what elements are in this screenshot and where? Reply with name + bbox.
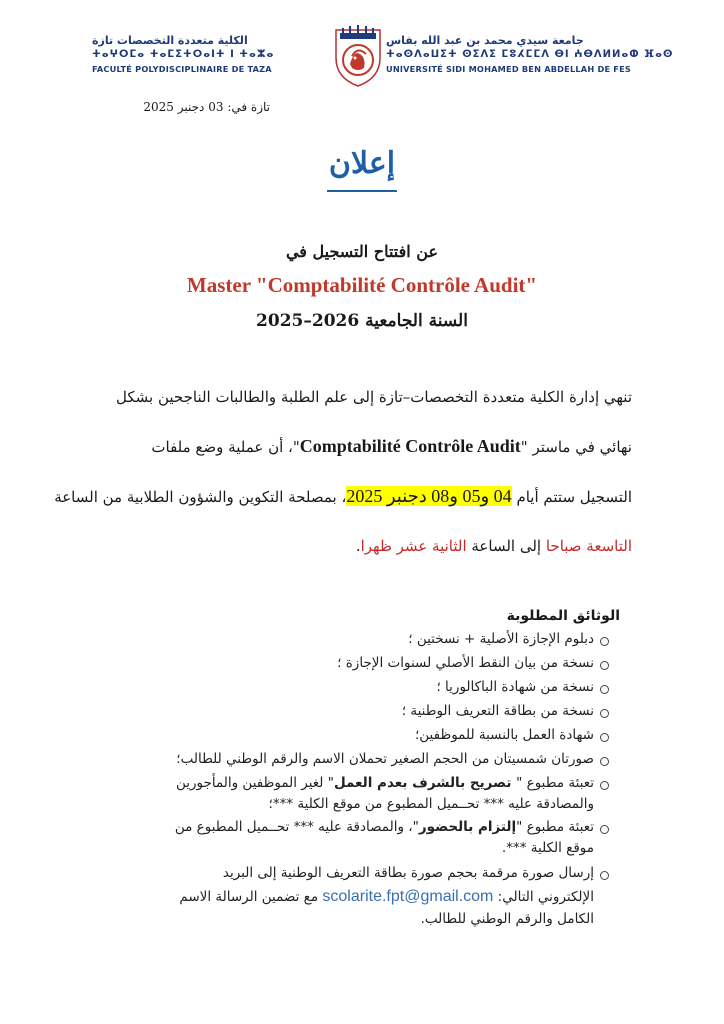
paragraph-text: "، أن عملية وضع ملفات <box>151 438 300 456</box>
paragraph-text: ، بمصلحة التكوين والشؤون الطلابية من الساعة <box>54 488 347 506</box>
list-item-continuation: الكامل والرقم الوطني للطالب. <box>420 911 594 927</box>
item-text: مع تضمين الرسالة الاسم <box>179 889 323 905</box>
paragraph-line-3 <box>54 486 632 507</box>
university-logo <box>330 24 386 88</box>
bullet-icon <box>600 825 609 834</box>
item-text: تعبئة مطبوع " <box>516 775 594 791</box>
bullet-icon <box>600 757 609 766</box>
bullet-icon <box>600 871 609 880</box>
list-item-continuation: موقع الكلية ***. <box>501 840 594 856</box>
list-item: صورتان شمسيتان من الحجم الصغير تحملان الاسم والرقم الوطني للطالب؛ <box>176 751 594 767</box>
document-date: تازة في: 03 دجنبر 2025 <box>143 100 270 114</box>
list-item: إرسال صورة مرقمة بحجم صورة بطاقة التعريف الوطنية إلى البريد <box>222 865 594 881</box>
list-item: نسخة من شهادة الباكالوريا ؛ <box>436 679 594 695</box>
paragraph-line-2 <box>92 436 632 457</box>
item-text: " لغير الموظفين والمأجورين <box>175 775 334 791</box>
paragraph-line-4 <box>92 536 632 556</box>
list-item-continuation <box>96 887 594 907</box>
university-header <box>386 34 674 76</box>
end-time: الثانية عشر ظهرا <box>360 537 467 555</box>
list-item <box>96 774 594 793</box>
item-text: الإلكتروني التالي: <box>493 889 594 905</box>
announcement-title: إعلان <box>328 146 396 181</box>
academic-year: السنة الجامعية 2026–2025 <box>256 311 468 331</box>
bullet-icon <box>600 781 609 790</box>
registration-dates: 04 و05 و08 دجنبر 2025 <box>346 486 512 506</box>
faculty-header <box>92 34 330 76</box>
list-item: نسخة من بطاقة التعريف الوطنية ؛ <box>401 703 594 719</box>
announcement-subtitle: عن افتتاح التسجيل في <box>285 242 439 261</box>
faculty-name-ar: الكلية متعددة التخصصات تازة <box>92 34 248 47</box>
paragraph-text: التسجيل ستتم أيام <box>511 488 632 506</box>
list-item: شهادة العمل بالنسبة للموظفين؛ <box>414 727 594 743</box>
program-name: Comptabilité Contrôle Audit <box>299 436 521 456</box>
item-text: تعبئة مطبوع " <box>516 819 594 835</box>
paragraph-line-1 <box>92 387 632 407</box>
bullet-icon <box>600 685 609 694</box>
university-name-ar: جامعة سيدي محمد بن عبد الله بفاس <box>386 34 584 47</box>
list-item: نسخة من بيان النقط الأصلي لسنوات الإجازة ؛ <box>337 655 594 671</box>
bullet-icon <box>600 709 609 718</box>
paragraph-text: تنهي إدارة الكلية متعددة التخصصات–تازة إلى علم الطلبة والطالبات الناجحين بشكل <box>116 388 632 406</box>
item-bold-text: تصريح بالشرف بعدم العمل <box>333 775 517 791</box>
start-time: التاسعة صباحا <box>545 537 632 555</box>
paragraph-text: نهائي في ماستر " <box>520 438 632 456</box>
faculty-name-fr: FACULTÉ POLYDISCIPLINAIRE DE TAZA <box>92 64 272 74</box>
list-item-continuation: والمصادقة عليه *** تحــميل المطبوع من موقع الكلية ***؛ <box>268 796 594 812</box>
list-item <box>96 818 594 837</box>
item-text: "، والمصادقة عليه *** تحــميل المطبوع من <box>174 819 419 835</box>
master-program-title: Master "Comptabilité Contrôle Audit" <box>186 273 538 297</box>
university-name-tifinagh: ⵜⴰⵙⴷⴰⵡⵉⵜ ⵙⵉⴷⵉ ⵎⵓⵃⵎⵎⴷ ⴱⵏ ⵄⴱⴷⵍⵍⴰⵀ ⴼⴰⵙ <box>386 49 674 60</box>
title-underline <box>327 190 397 192</box>
item-bold-text: إلتزام بالحضور <box>418 819 517 835</box>
required-documents-heading: الوثائق المطلوبة <box>506 608 620 624</box>
bullet-icon <box>600 733 609 742</box>
paragraph-text: إلى الساعة <box>466 537 546 555</box>
faculty-name-tifinagh: ⵜⴰⵖⵔⵎⴰ ⵜⴰⵎⵉⵜⵔⴰⵏⵜ ⵏ ⵜⴰⵣⴰ <box>92 49 275 60</box>
list-item: دبلوم الإجازة الأصلية + نسختين ؛ <box>408 631 594 647</box>
bullet-icon <box>600 661 609 670</box>
bullet-icon <box>600 637 609 646</box>
contact-email-link[interactable]: scolarite.fpt@gmail.com <box>322 888 494 905</box>
university-name-fr: UNIVERSITÉ SIDI MOHAMED BEN ABDELLAH DE FES <box>386 64 631 74</box>
paragraph-text: . <box>355 537 361 555</box>
